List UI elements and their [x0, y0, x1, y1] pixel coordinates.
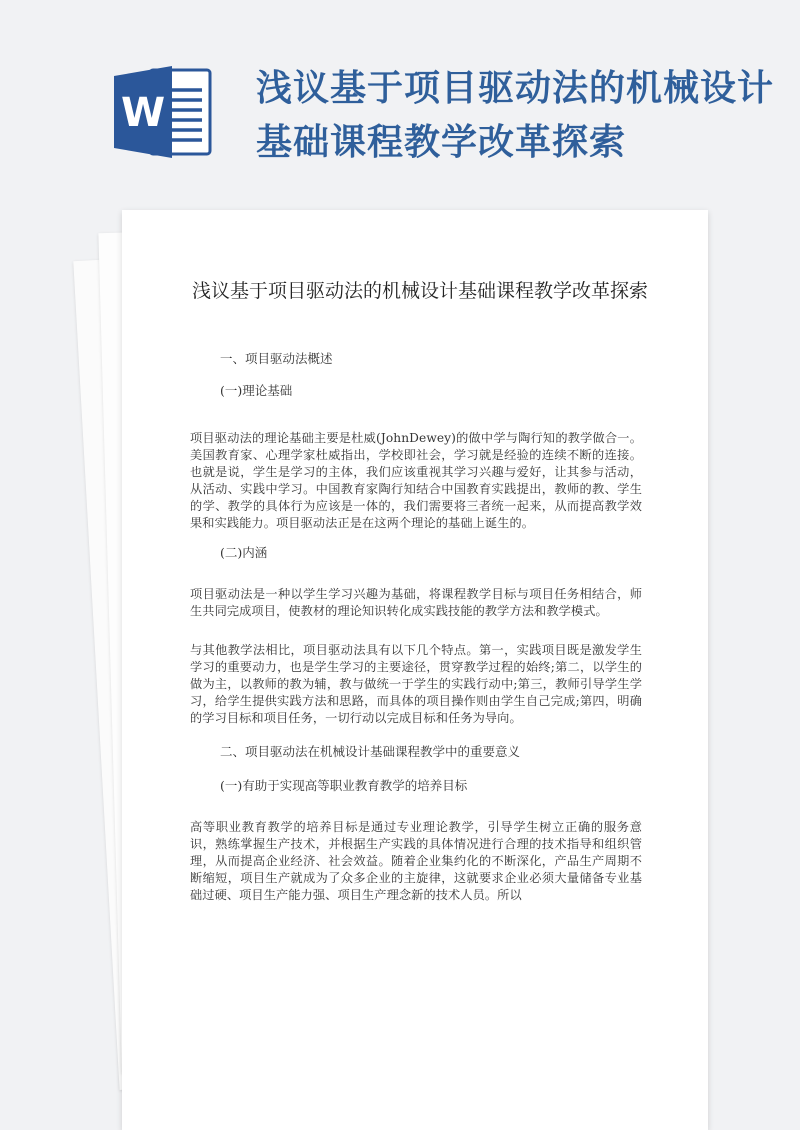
section-heading: 二、项目驱动法在机械设计基础课程教学中的重要意义	[220, 744, 521, 759]
document-title: 浅议基于项目驱动法的机械设计基础课程教学改革探索	[192, 280, 649, 302]
banner	[0, 0, 800, 205]
paragraph: 与其他教学法相比，项目驱动法具有以下几个特点。第一，实践项目既是激发学生学习的重要动力，也是学生学习的主要途径，贯穿教学过程的始终;第二，以学生的做为主，以教师的教为辅，教与做统一于学生的实践行动中;第三，教师引导学生学习，给学生提供实践方法和思路，而具体的项目操作则由学生自己完成;第四，明确的学习目标和项目任务，一切行动以完成目标和任务为导向。	[190, 643, 642, 725]
document-page	[122, 210, 708, 1130]
section-heading: (一)有助于实现高等职业教育教学的培养目标	[220, 778, 468, 793]
section-heading: 一、项目驱动法概述	[220, 351, 333, 366]
paragraph: 项目驱动法的理论基础主要是杜威(JohnDewey)的做中学与陶行知的教学做合一。美国教育家、心理学家杜威指出，学校即社会，学习就是经验的连续不断的连接。也就是说，学生是学习的主体，我们应该重视其学习兴趣与爱好，让其参与活动，从活动、实践中学习。中国教育家陶行知结合中国教育实践提出，教师的教、学生的学、教学的具体行为应该是一体的，我们需要将三者统一起来，从而提高教学效果和实践能力。项目驱动法正是在这两个理论的基础上诞生的。	[190, 431, 642, 530]
word-logo-letter: W	[120, 90, 166, 136]
banner-title: 浅议基于项目驱动法的机械设计基础课程教学改革探索	[256, 68, 775, 163]
paragraph: 高等职业教育教学的培养目标是通过专业理论教学，引导学生树立正确的服务意识，熟练掌握生产技术，并根据生产实践的具体情况进行合理的技术指导和组织管理，从而提高企业经济、社会效益。随着企业集约化的不断深化，产品生产周期不断缩短，项目生产就成为了众多企业的主旋律，这就要求企业必须大量储备专业基础过硬、项目生产能力强、项目生产理念新的技术人员。所以	[190, 820, 642, 902]
section-heading: (一)理论基础	[220, 383, 293, 398]
document-body	[190, 350, 642, 904]
word-icon	[112, 62, 214, 162]
paragraph: 项目驱动法是一种以学生学习兴趣为基础，将课程教学目标与项目任务相结合，师生共同完成项目，使教材的理论知识转化成实践技能的教学方法和教学模式。	[190, 587, 642, 618]
section-heading: (二)内涵	[220, 545, 268, 560]
